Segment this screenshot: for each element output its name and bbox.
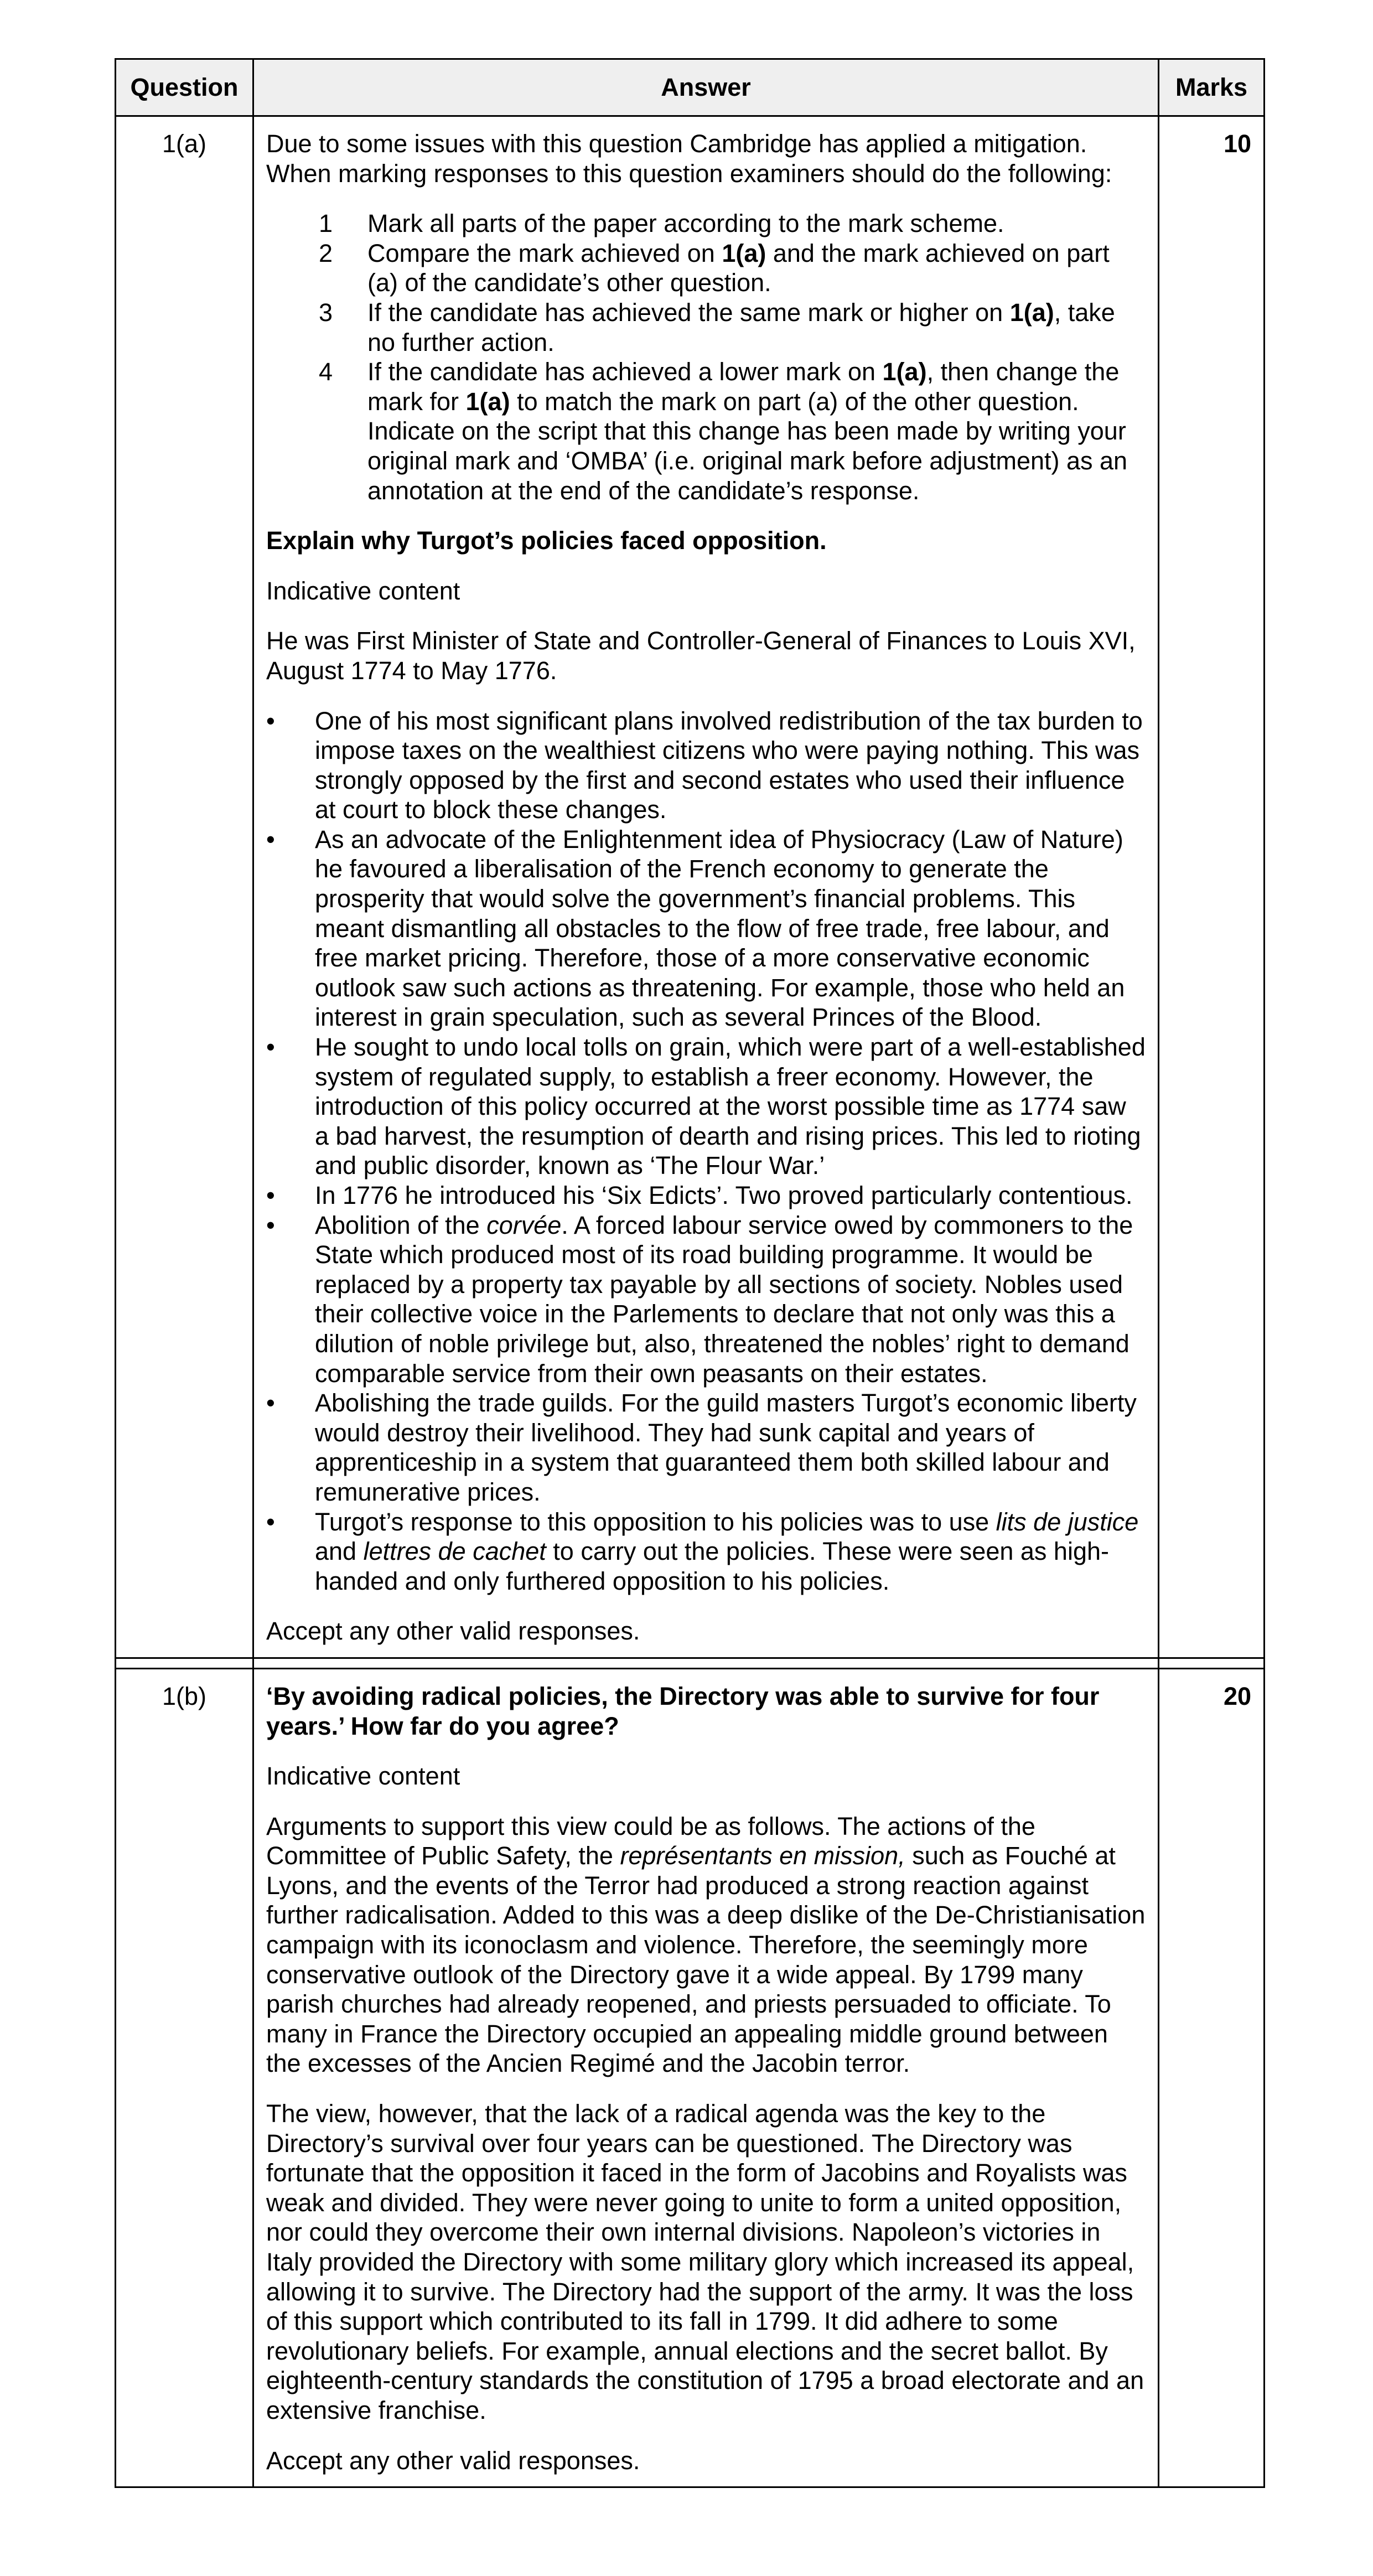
- accept-other-note: Accept any other valid responses.: [266, 1617, 640, 1646]
- list-item: • In 1776 he introduced his ‘Six Edicts’. Two proved particularly contentious.: [266, 1181, 1133, 1209]
- context-paragraph: He was First Minister of State and Controller-General of Finances to Louis XVI, August 1774 to May 1776.: [266, 627, 1136, 685]
- mitigation-step: 4 If the candidate has achieved a lower mark on 1(a), then change the mark for 1(a) to match the mark on part (a) of the other question. Indicate on the script that this change has been made by writing your original mark and ‘OMBA’ (i.e. original mark before adjustment) as an annotation at the end of the candidate’s response.: [319, 358, 1128, 505]
- header-question: Question: [116, 59, 253, 116]
- list-item: • One of his most significant plans involved redistribution of the tax burden to impose taxes on the wealthiest citizens who were paying nothing. This was strongly opposed by the first and second estates who used their influence at court to block these changes.: [266, 706, 1143, 824]
- answer-cell: [253, 116, 1159, 1658]
- header-row: [116, 59, 1265, 116]
- header-answer: Answer: [253, 59, 1159, 116]
- mark-scheme-table: [115, 58, 1265, 2488]
- question-text: ‘By avoiding radical policies, the Directory was able to survive for four years.’ How far do you agree?: [266, 1682, 1100, 1740]
- list-item: • Turgot’s response to this opposition to his policies was to use lits de justice and lettres de cachet to carry out the policies. These were seen as high-handed and only furthered opposition to his policies.: [266, 1507, 1139, 1595]
- list-item: • As an advocate of the Enlightenment idea of Physiocracy (Law of Nature) he favoured a liberalisation of the French economy to generate the prosperity that would solve the government’s financial problems. This meant dismantling all obstacles to the flow of free trade, free labour, and free market pricing. Therefore, those of a more conservative economic outlook saw such actions as threatening. For example, those who held an interest in grain speculation, such as several Princes of the Blood.: [266, 825, 1125, 1032]
- accept-other-note: Accept any other valid responses.: [266, 2446, 640, 2475]
- indicative-content-label: Indicative content: [266, 1762, 460, 1791]
- marks-value: 10: [1159, 116, 1265, 1658]
- question-number: 1(b): [116, 1668, 253, 2487]
- marks-value: 20: [1159, 1668, 1265, 2487]
- list-item: • Abolishing the trade guilds. For the guild masters Turgot’s economic liberty would destroy their livelihood. They had sunk capital and years of apprenticeship in a system that guaranteed them both skilled labour and remunerative prices.: [266, 1389, 1137, 1506]
- support-paragraph: Arguments to support this view could be as follows. The actions of the Committee of Public Safety, the représentants en mission, such as Fouché at Lyons, and the events of the Terror had produced a strong reaction against further radicalisation. Added to this was a deep dislike of the De-Christianisation campaign with its iconoclasm and violence. Therefore, the seemingly more conservative outlook of the Directory gave it a wide appeal. By 1799 many parish churches had already reopened, and priests persuaded to officiate. To many in France the Directory occupied an appealing middle ground between the excesses of the Ancien Regimé and the Jacobin terror.: [266, 1812, 1146, 2078]
- mitigation-step: 1 Mark all parts of the paper according to the mark scheme.: [319, 209, 1004, 238]
- header-marks: Marks: [1159, 59, 1265, 116]
- answer-cell: [253, 1668, 1159, 2487]
- mitigation-step: 2 Compare the mark achieved on 1(a) and the mark achieved on part (a) of the candidate’s other question.: [319, 239, 1110, 297]
- mitigation-steps: [266, 209, 1146, 505]
- counter-paragraph: The view, however, that the lack of a radical agenda was the key to the Directory’s survival over four years can be questioned. The Directory was fortunate that the opposition it faced in the form of Jacobins and Royalists was weak and divided. They were never going to unite to form a united opposition, nor could they overcome their own internal divisions. Napoleon’s victories in Italy provided the Directory with some military glory which increased its appeal, allowing it to survive. The Directory had the support of the army. It was the loss of this support which contributed to its fall in 1799. It did adhere to some revolutionary beliefs. For example, annual elections and the secret ballot. By eighteenth-century standards the constitution of 1795 a broad electorate and an extensive franchise.: [266, 2099, 1144, 2424]
- question-row-1a: [116, 116, 1265, 1658]
- indicative-points: [266, 706, 1146, 1596]
- list-item: • He sought to undo local tolls on grain, which were part of a well-established system of regulated supply, to establish a freer economy. However, the introduction of this policy occurred at the worst possible time as 1774 saw a bad harvest, the resumption of dearth and rising prices. This led to rioting and public disorder, known as ‘The Flour War.’: [266, 1033, 1146, 1180]
- row-separator: [116, 1658, 1265, 1668]
- question-number: 1(a): [116, 116, 253, 1658]
- mitigation-intro: Due to some issues with this question Cambridge has applied a mitigation. When marking responses to this question examiners should do the following:: [266, 130, 1112, 188]
- list-item: • Abolition of the corvée. A forced labour service owed by commoners to the State which produced most of its road building programme. It would be replaced by a property tax payable by all sections of society. Nobles used their collective voice in the Parlements to declare that not only was this a dilution of noble privilege but, also, threatened the nobles’ right to demand comparable service from their own peasants on their estates.: [266, 1211, 1133, 1388]
- question-row-1b: [116, 1668, 1265, 2487]
- mitigation-step: 3 If the candidate has achieved the same mark or higher on 1(a), take no further action.: [319, 298, 1115, 356]
- question-text: Explain why Turgot’s policies faced opposition.: [266, 526, 827, 555]
- indicative-content-label: Indicative content: [266, 576, 460, 605]
